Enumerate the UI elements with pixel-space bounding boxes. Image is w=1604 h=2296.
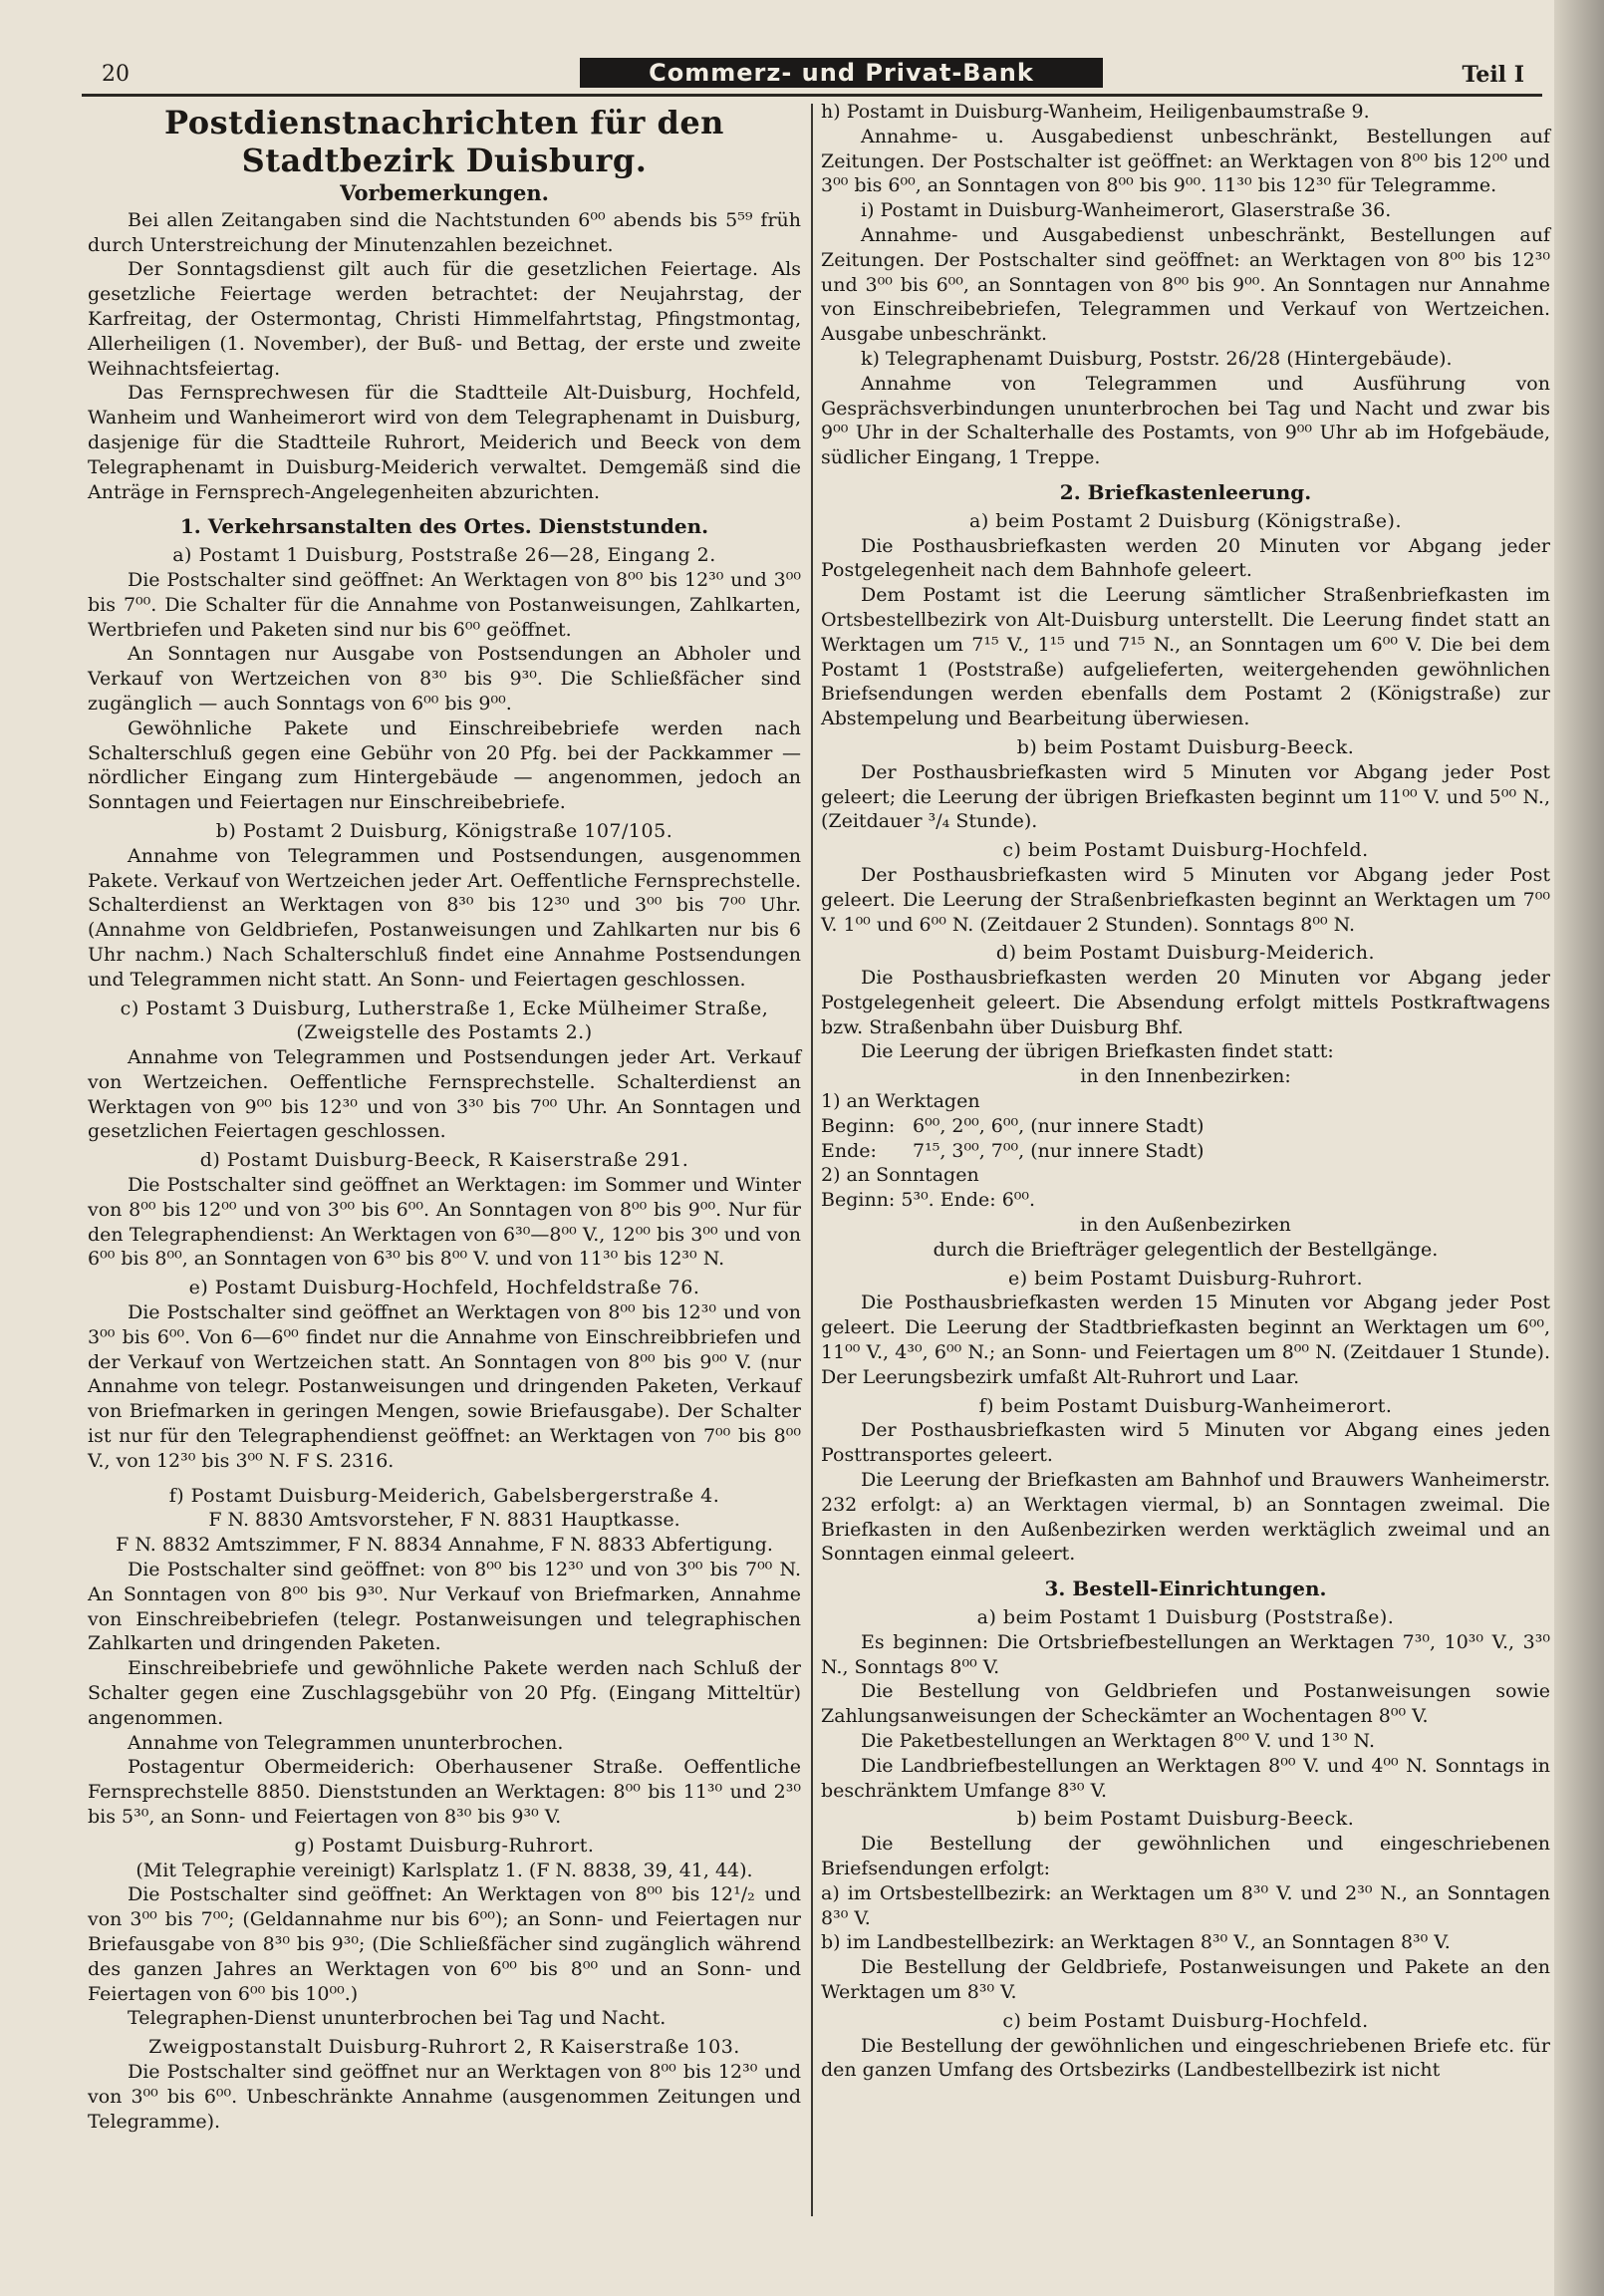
list-item: b) im Landbestellbezirk: an Werktagen 8³⁰ V., an Sonntagen 8³⁰ V. — [821, 1931, 1451, 1954]
office-heading: h) Postamt in Duisburg-Wanheim, Heiligenbaumstraße 9. — [821, 101, 1370, 123]
paragraph: Die Landbriefbestellungen an Werktagen 8⁰⁰ V. und 4⁰⁰ N. Sonntags in beschränktem Umfange 8³⁰ V. — [821, 1754, 1550, 1802]
paragraph: Die Paketbestellungen an Werktagen 8⁰⁰ V. und 1³⁰ N. — [861, 1730, 1375, 1752]
office-heading: c) beim Postamt Duisburg-Hochfeld. — [1002, 839, 1369, 862]
paragraph: Annahme von Telegrammen und Postsendungen, ausgenommen Pakete. Verkauf von Wertzeichen jeder Art. Oeffentliche Fernsprechstelle. Schalterdienst an Werktagen von 8³⁰ bis 12³⁰ und 3⁰⁰ bis 7⁰⁰ Uhr. (Annahme von Geldbriefen, Postanweisungen und Zahlkarten nur bis 6 Uhr nachm.) Nach Schalterschluß findet eine Annahme Postsendungen und Telegrammen nicht statt. An Sonn- und Feiertagen geschlossen. — [88, 844, 801, 991]
paragraph: Die Bestellung der Geldbriefe, Postanweisungen und Pakete an den Werktagen um 8³⁰ V. — [821, 1956, 1550, 2003]
paragraph: Die Bestellung von Geldbriefen und Postanweisungen sowie Zahlungsanweisungen der Scheckämter an Wochentagen 8⁰⁰ V. — [821, 1680, 1550, 1728]
phone-line: F N. 8832 Amtszimmer, F N. 8834 Annahme, F N. 8833 Abfertigung. — [116, 1534, 773, 1557]
paragraph: Annahme von Telegrammen ununterbrochen. — [128, 1731, 564, 1754]
paragraph: Die Postschalter sind geöffnet: An Werktagen von 8⁰⁰ bis 12³⁰ und 3⁰⁰ bis 7⁰⁰. Die Schalter für die Annahme von Postanweisungen, Zahlkarten, Wertbriefen und Paketen sind nur bis 6⁰⁰ geöffnet. — [88, 568, 801, 641]
prelim-heading: Vorbemerkungen. — [340, 180, 549, 205]
page-header — [82, 58, 1554, 92]
column-divider — [811, 104, 813, 2216]
paragraph: Es beginnen: Die Ortsbriefbestellungen an Werktagen 7³⁰, 10³⁰ V., 3³⁰ N., Sonntags 8⁰⁰ V. — [821, 1630, 1550, 1678]
begin-label: Beginn: — [821, 1114, 896, 1137]
office-heading: e) Postamt Duisburg-Hochfeld, Hochfeldstraße 76. — [188, 1277, 700, 1299]
paragraph: Die Postschalter sind geöffnet an Werktagen: im Sommer und Winter von 8⁰⁰ bis 12⁰⁰ und von 3⁰⁰ bis 6⁰⁰. An Sonntagen von 8⁰⁰ bis 9⁰⁰. Nur für den Telegraphendienst: An Werktagen von 6³⁰—8⁰⁰ V., 12⁰⁰ bis 3⁰⁰ und von 6⁰⁰ bis 8⁰⁰, an Sonntagen von 6³⁰ bis 8⁰⁰ V. und von 11³⁰ bis 12³⁰ N. — [88, 1174, 801, 1271]
paragraph: Die Posthausbriefkasten werden 20 Minuten vor Abgang jeder Postgelegenheit nach dem Bahnhofe geleert. — [821, 534, 1550, 582]
bank-banner: Commerz- und Privat-Bank — [580, 58, 1103, 88]
office-heading: Zweigpostanstalt Duisburg-Ruhrort 2, R Kaiserstraße 103. — [148, 2036, 740, 2059]
office-heading: c) beim Postamt Duisburg-Hochfeld. — [1002, 2009, 1369, 2032]
office-heading: a) beim Postamt 1 Duisburg (Poststraße). — [976, 1606, 1395, 1629]
outer-districts-note: durch die Briefträger gelegentlich der Bestellgänge. — [933, 1238, 1439, 1261]
paragraph: Der Posthausbriefkasten wird 5 Minuten vor Abgang jeder Post geleert. Die Leerung der Straßenbriefkasten beginnt an Werktagen um 7⁰⁰ V. 1⁰⁰ und 6⁰⁰ N. (Zeitdauer 2 Stunden). Sonntags 8⁰⁰ N. — [821, 863, 1550, 936]
paragraph: Die Bestellung der gewöhnlichen und eingeschriebenen Briefsendungen erfolgt: — [821, 1833, 1550, 1879]
list-item: a) im Ortsbestellbezirk: an Werktagen um 8³⁰ V. und 2³⁰ N., an Sonntagen 8³⁰ V. — [821, 1881, 1550, 1929]
end-label: Ende: — [821, 1139, 877, 1162]
begin-value: 6⁰⁰, 2⁰⁰, 6⁰⁰, (nur innere Stadt) — [913, 1114, 1204, 1137]
paragraph: Der Posthausbriefkasten wird 5 Minuten vor Abgang eines jeden Posttransportes geleert. — [821, 1419, 1550, 1467]
office-heading: e) beim Postamt Duisburg-Ruhrort. — [1007, 1267, 1363, 1290]
paragraph: Der Sonntagsdienst gilt auch für die gesetzlichen Feiertage. Als gesetzliche Feiertage werden betrachtet: der Neujahrstag, der Karfreitag, der Ostermontag, Christi Himmelfahrtstag, Pfingstmontag, Allerheiligen (1. November), der Buß- und Bettag, der erste und zweite Weihnachtsfeiertag. — [88, 258, 801, 380]
begin-row — [821, 1114, 1550, 1139]
office-heading: b) beim Postamt Duisburg-Beeck. — [1016, 1808, 1355, 1831]
sundays-label: 2) an Sonntagen — [821, 1164, 979, 1187]
paragraph: An Sonntagen nur Ausgabe von Postsendungen an Abholer und Verkauf von Wertzeichen von 8³⁰ bis 9³⁰. Die Schließfächer sind zugänglich — auch Sonntags von 6⁰⁰ bis 9⁰⁰. — [88, 643, 801, 715]
paragraph: Annahme von Telegrammen und Ausführung von Gesprächsverbindungen ununterbrochen bei Tag und Nacht und zwar bis 9⁰⁰ Uhr in der Schalterhalle des Postamts, von 9⁰⁰ Uhr ab im Hofgebäude, südlicher Eingang, 1 Treppe. — [821, 372, 1550, 469]
office-subheading: (Mit Telegraphie vereinigt) Karlsplatz 1. (F N. 8838, 39, 41, 44). — [135, 1859, 753, 1881]
end-row — [821, 1139, 1550, 1164]
office-heading: b) beim Postamt Duisburg-Beeck. — [1016, 735, 1355, 758]
paragraph: Dem Postamt ist die Leerung sämtlicher Straßenbriefkasten im Ortsbestellbezirk von Alt-Duisburg unterstellt. Die Leerung findet statt an Werktagen um 7¹⁵ V., 1¹⁵ und 7¹⁵ N., an Sonntagen um 6⁰⁰ V. Die bei dem Postamt 1 (Poststraße) aufgelieferten, weitergehenden gewöhnlichen Briefsendungen werden ebenfalls dem Postamt 2 (Königstraße) zur Abstempelung und Bearbeitung überwiesen. — [821, 584, 1550, 730]
paragraph: Die Posthausbriefkasten werden 20 Minuten vor Abgang jeder Postgelegenheit geleert. Die Absendung erfolgt mittels Postkraftwagens bzw. Straßenbahn über Duisburg Bhf. — [821, 967, 1550, 1038]
paragraph: Annahme- und Ausgabedienst unbeschränkt, Bestellungen auf Zeitungen. Der Postschalter sind geöffnet: an Werktagen von 8⁰⁰ bis 12³⁰ und 3⁰⁰ bis 6⁰⁰, an Sonntagen von 8⁰⁰ bis 9⁰⁰. An Sonntagen nur Annahme von Einschreibebriefen, Telegrammen und Verkauf von Wertzeichen. Ausgabe unbeschränkt. — [821, 223, 1550, 346]
paragraph: Die Postschalter sind geöffnet nur an Werktagen von 8⁰⁰ bis 12³⁰ und von 3⁰⁰ bis 6⁰⁰. Unbeschränkte Annahme (ausgenommen Zeitungen und Telegramme). — [88, 2060, 801, 2133]
paragraph: Die Postschalter sind geöffnet an Werktagen von 8⁰⁰ bis 12³⁰ und von 3⁰⁰ bis 6⁰⁰. Von 6—6⁰⁰ findet nur die Annahme von Einschreibbriefen und der Verkauf von Wertzeichen statt. An Sonntagen von 8⁰⁰ bis 9⁰⁰ V. (nur Annahme von telegr. Postanweisungen und dringenden Paketen, Verkauf von Briefmarken in geringen Mengen, sowie Briefausgabe). Der Schalter ist nur für den Telegraphendienst geöffnet: an Werktagen von 7⁰⁰ bis 8⁰⁰ V., von 12³⁰ bis 3⁰⁰ N. F S. 2316. — [88, 1301, 801, 1472]
paragraph: Einschreibebriefe und gewöhnliche Pakete werden nach Schluß der Schalter gegen eine Zuschlagsgebühr von 20 Pfg. (Eingang Mitteltür) angenommen. — [88, 1657, 801, 1729]
office-heading: d) beim Postamt Duisburg-Meiderich. — [995, 942, 1376, 965]
paragraph: Telegraphen-Dienst ununterbrochen bei Tag und Nacht. — [128, 2007, 667, 2030]
office-heading: a) Postamt 1 Duisburg, Poststraße 26—28, Eingang 2. — [172, 544, 716, 567]
phone-line: F N. 8830 Amtsvorsteher, F N. 8831 Hauptkasse. — [208, 1509, 680, 1532]
weekdays-label: 1) an Werktagen — [821, 1090, 980, 1113]
paragraph: Die Bestellung der gewöhnlichen und eingeschriebenen Briefe etc. für den ganzen Umfang des Ortsbezirks (Landbestellbezirk ist nicht — [821, 2034, 1550, 2082]
header-rule — [82, 94, 1542, 97]
paragraph: Annahme- u. Ausgabedienst unbeschränkt, Bestellungen auf Zeitungen. Der Postschalter ist geöffnet: an Werktagen von 8⁰⁰ bis 12⁰⁰ und 3⁰⁰ bis 6⁰⁰, an Sonntagen von 8⁰⁰ bis 9⁰⁰. 11³⁰ bis 12³⁰ für Telegramme. — [821, 125, 1550, 197]
paragraph: Annahme von Telegrammen und Postsendungen jeder Art. Verkauf von Wertzeichen. Oeffentliche Fernsprechstelle. Schalterdienst an Werktagen von 9⁰⁰ bis 12³⁰ und von 3³⁰ bis 7⁰⁰ Uhr. An Sonntagen und gesetzlichen Feiertagen geschlossen. — [88, 1046, 801, 1143]
office-heading: d) Postamt Duisburg-Beeck, R Kaiserstraße 291. — [199, 1149, 689, 1172]
outer-districts-heading: in den Außenbezirken — [1080, 1214, 1291, 1237]
article-title: Postdienstnachrichten für den Stadtbezirk Duisburg. — [164, 104, 724, 179]
scan-edge-shadow — [1554, 0, 1604, 2296]
office-heading: c) Postamt 3 Duisburg, Lutherstraße 1, Ecke Mülheimer Straße, (Zweigstelle des Postamts 2.) — [120, 997, 769, 1044]
office-heading: f) Postamt Duisburg-Meiderich, Gabelsbergerstraße 4. — [168, 1484, 720, 1507]
office-heading: k) Telegraphenamt Duisburg, Poststr. 26/28 (Hintergebäude). — [861, 347, 1453, 370]
paragraph: Postagentur Obermeiderich: Oberhausener Straße. Oeffentliche Fernsprechstelle 8850. Dienststunden an Werktagen: 8⁰⁰ bis 11³⁰ und 2³⁰ bis 5³⁰, an Sonn- und Feiertagen von 8³⁰ bis 9³⁰ V. — [88, 1756, 801, 1828]
office-heading: i) Postamt in Duisburg-Wanheimerort, Glaserstraße 36. — [861, 199, 1392, 222]
end-value: 7¹⁵, 3⁰⁰, 7⁰⁰, (nur innere Stadt) — [913, 1139, 1204, 1162]
right-column — [821, 100, 1550, 2083]
section-heading: 2. Briefkastenleerung. — [1059, 479, 1312, 504]
inner-districts-heading: in den Innenbezirken: — [1080, 1065, 1291, 1088]
paragraph: Die Leerung der Briefkasten am Bahnhof und Brauwers Wanheimerstr. 232 erfolgt: a) an Werktagen viermal, b) an Sonntagen zweimal. Die Briefkasten in den Außenbezirken werden werktäglich zweimal und an Sonntagen einmal geleert. — [821, 1469, 1550, 1566]
office-heading: g) Postamt Duisburg-Ruhrort. — [294, 1834, 595, 1857]
office-heading: a) beim Postamt 2 Duisburg (Königstraße). — [969, 509, 1402, 532]
office-heading: b) Postamt 2 Duisburg, Königstraße 107/105. — [215, 819, 673, 842]
section-heading: 1. Verkehrsanstalten des Ortes. Dienststunden. — [179, 514, 709, 539]
sundays-value: Beginn: 5³⁰. Ende: 6⁰⁰. — [821, 1189, 1036, 1212]
paragraph: Die Postschalter sind geöffnet: An Werktagen von 8⁰⁰ bis 12¹/₂ und von 3⁰⁰ bis 7⁰⁰; (Geldannahme nur bis 6⁰⁰); an Sonn- und Feiertagen nur Briefausgabe von 8³⁰ bis 9³⁰; (Die Schließfächer sind zugänglich während des ganzen Jahres an Werktagen von 6⁰⁰ bis 8⁰⁰ und an Sonn- und Feiertagen von 6⁰⁰ bis 10⁰⁰.) — [88, 1883, 801, 2005]
paragraph: Die Postschalter sind geöffnet: von 8⁰⁰ bis 12³⁰ und von 3⁰⁰ bis 7⁰⁰ N. An Sonntagen von 8⁰⁰ bis 9³⁰. Nur Verkauf von Briefmarken, Annahme von Einschreibebriefen (telegr. Postanweisungen und telegraphischen Zahlkarten und dringenden Paketen. — [88, 1559, 801, 1655]
paragraph: Das Fernsprechwesen für die Stadtteile Alt-Duisburg, Hochfeld, Wanheim und Wanheimerort wird von dem Telegraphenamt in Duisburg, dasjenige für die Stadtteile Ruhrort, Meiderich und Beeck von dem Telegraphenamt in Duisburg-Meiderich verwaltet. Demgemäß sind die Anträge in Fernsprech-Angelegenheiten abzurichten. — [88, 382, 801, 503]
office-heading: f) beim Postamt Duisburg-Wanheimerort. — [978, 1394, 1393, 1417]
paragraph: Gewöhnliche Pakete und Einschreibebriefe werden nach Schalterschluß gegen eine Gebühr von 20 Pfg. bei der Packkammer — nördlicher Eingang zum Hintergebäude — angenommen, jedoch an Sonntagen und Feiertagen nur Einschreibebriefe. — [88, 717, 801, 814]
paragraph: Bei allen Zeitangaben sind die Nachtstunden 6⁰⁰ abends bis 5⁵⁹ früh durch Unterstreichung der Minutenzahlen bezeichnet. — [88, 208, 801, 256]
paragraph: Der Posthausbriefkasten wird 5 Minuten vor Abgang jeder Post geleert; die Leerung der übrigen Briefkasten beginnt um 11⁰⁰ V. und 5⁰⁰ N., (Zeitdauer ³/₄ Stunde). — [821, 760, 1550, 833]
section-heading: 3. Bestell-Einrichtungen. — [1044, 1577, 1327, 1601]
left-column — [88, 100, 801, 2134]
page-number: 20 — [102, 62, 130, 87]
part-label: Teil I — [1462, 62, 1524, 88]
paragraph: Die Posthausbriefkasten werden 15 Minuten vor Abgang jeder Post geleert. Die Leerung der Stadtbriefkasten beginnt an Werktagen um 6⁰⁰, 11⁰⁰ V., 4³⁰, 6⁰⁰ N.; an Sonn- und Feiertagen um 8⁰⁰ N. (Zeitdauer 1 Stunde). Der Leerungsbezirk umfaßt Alt-Ruhrort und Laar. — [821, 1292, 1550, 1388]
paragraph: Die Leerung der übrigen Briefkasten findet statt: — [861, 1040, 1334, 1063]
